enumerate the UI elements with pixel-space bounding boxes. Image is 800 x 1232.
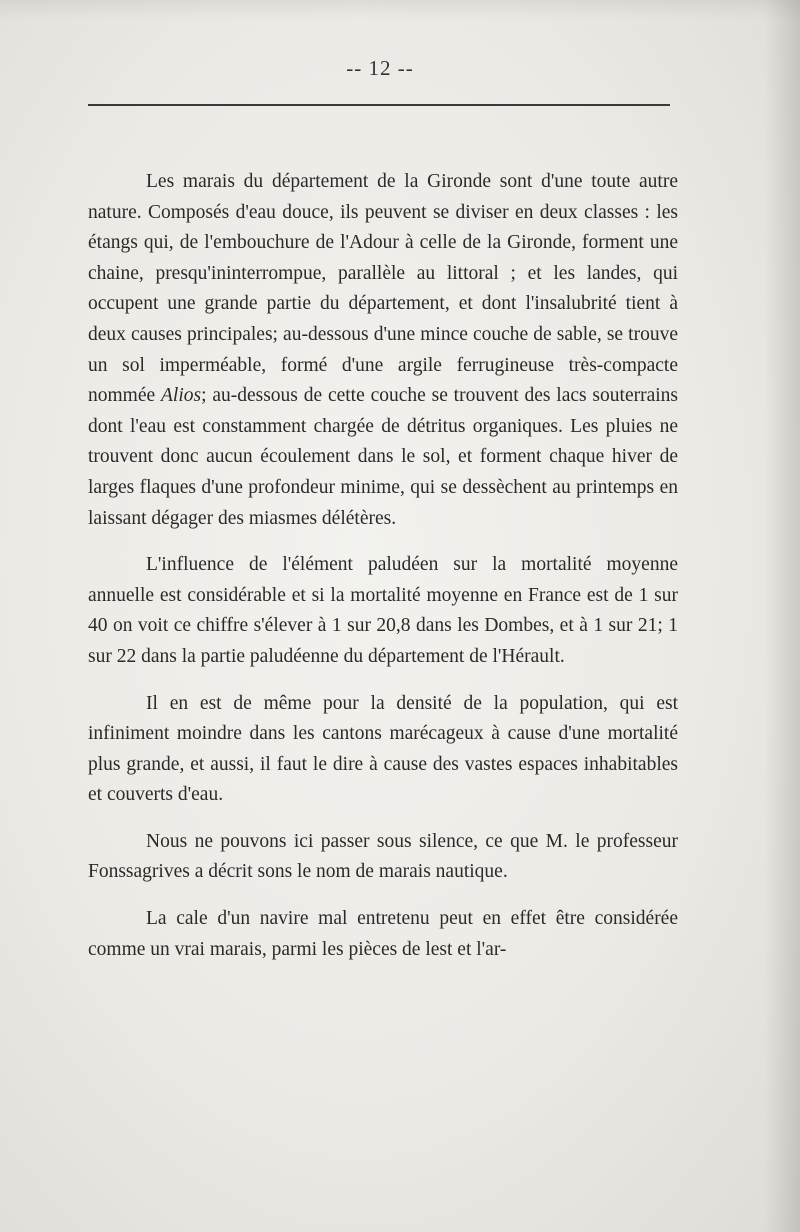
alios-term: Alios [160, 385, 202, 407]
paragraph-3: Il en est de même pour la densité de la population, qui est infiniment moindre dans les cantons marécageux à cause d'une mortalité plus grande, et aussi, il faut le dire à cause des vastes espaces inhabitables et couverts d'eau. [88, 692, 678, 806]
page-gutter-shadow [764, 0, 800, 1232]
paragraph-4: Nous ne pouvons ici passer sous silence, ce que M. le professeur Fonssagrives a décrit sons le nom de marais nautique. [88, 830, 678, 883]
body-text [88, 167, 678, 981]
paragraph-1-text: Les marais du département de la Gironde sont d'une toute autre nature. Composés d'eau douce, ils peuvent se diviser en deux classes : les étangs qui, de l'embouchure de l'Adour à celle de la Gironde, forment une chaine, presqu'ininterrompue, parallèle au littoral ; et les landes, qui occupent une grande partie du département, et dont l'insalubrité tient à deux causes principales; au-dessous d'une mince couche de sable, se trouve un sol imperméable, formé d'une argile ferrugineuse très-compacte nommée [88, 171, 678, 407]
paragraph-1-continuation: ; au-dessous de cette couche se trouvent des lacs souterrains dont l'eau est constamment chargée de détritus organiques. Les pluies ne trouvent donc aucun écoulement dans le sol, et forment chaque hiver de larges flaques d'une profondeur minime, qui se dessèchent au printemps en laissant dégager des miasmes délétères. [88, 385, 678, 529]
page-number: -- 12 -- [346, 56, 414, 80]
page-edge-shadow [0, 0, 800, 20]
paragraph-2: L'influence de l'élément paludéen sur la mortalité moyenne annuelle est considérable et si la mortalité moyenne en France est de 1 sur 40 on voit ce chiffre s'élever à 1 sur 20,8 dans les Dombes, et à 1 sur 21; 1 sur 22 dans la partie paludéenne du département de l'Hérault. [88, 554, 678, 667]
paragraph-1 [88, 167, 678, 534]
header-rule [88, 104, 670, 106]
paragraph-5: La cale d'un navire mal entretenu peut en effet être considérée comme un vrai marais, parmi les pièces de lest et l'ar- [88, 908, 678, 960]
